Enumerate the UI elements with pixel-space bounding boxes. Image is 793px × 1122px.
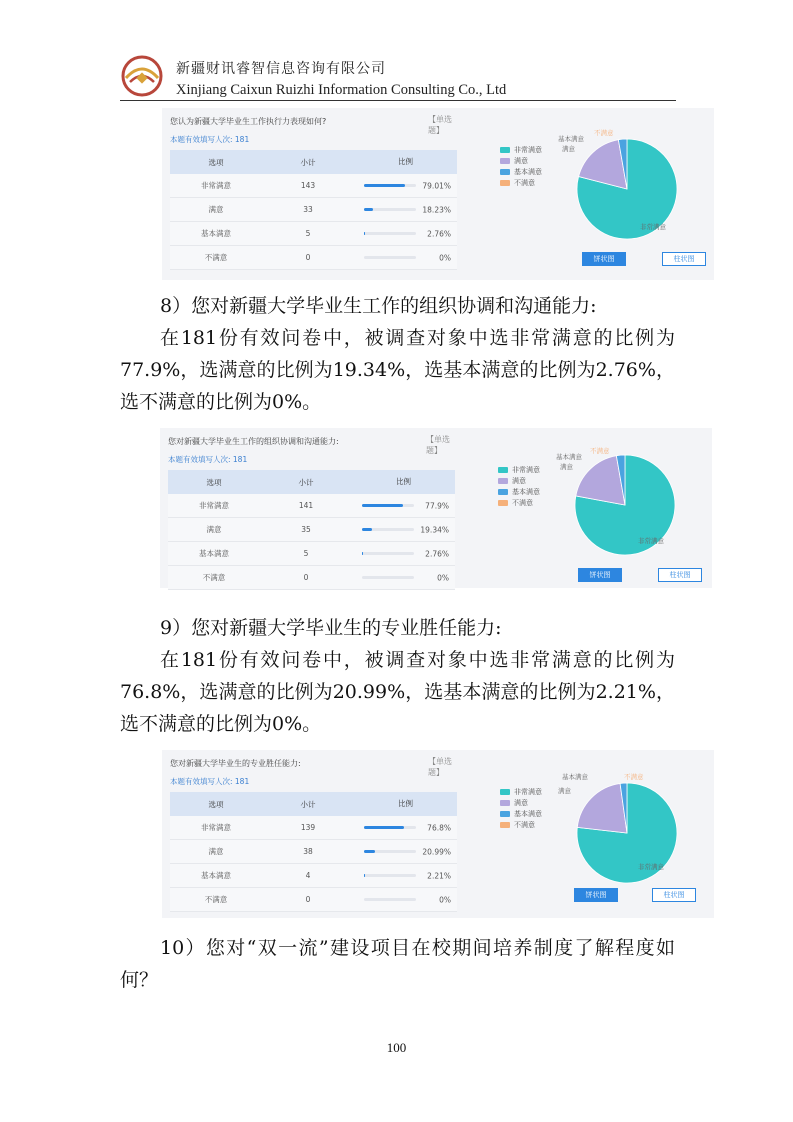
column-header: 小计 [300,799,316,809]
legend-item[interactable]: 基本满意 [500,808,542,819]
company-name-cn: 新疆财讯睿智信息咨询有限公司 [176,61,386,77]
option-percent: 0% [439,253,451,262]
pie-label: 不满意 [590,447,610,455]
table-row [170,246,457,270]
effective-count: 本题有效填写人次: 181 [170,135,250,144]
table-row [170,864,457,888]
legend-item[interactable]: 非常满意 [500,786,542,797]
section-9 [120,612,675,740]
effective-count: 本题有效填写人次: 181 [170,777,250,786]
option-label: 非常满意 [201,181,231,190]
pie-slice[interactable] [577,783,627,833]
percent-bar [364,232,416,235]
pie-label: 非常满意 [638,863,664,871]
legend-item[interactable]: 满意 [500,797,542,808]
percent-bar-fill [362,528,372,531]
pie-label: 非常满意 [640,223,666,231]
option-count: 0 [305,253,311,262]
option-count: 5 [305,229,311,238]
survey-screenshot-2 [160,428,712,588]
pie-legend [498,464,540,508]
section-heading: 9）您对新疆大学毕业生的专业胜任能力: [160,617,502,639]
pie-label: 基本满意 [558,135,584,143]
question-type-tag: 【单选题】 [426,435,450,455]
pie-label: 满意 [562,145,575,153]
legend-item[interactable]: 满意 [498,475,540,486]
legend-item[interactable]: 基本满意 [500,166,542,177]
table-header [168,470,455,494]
section-10 [120,932,675,996]
section-body: 在181份有效问卷中，被调查对象中选非常满意的比例为76.8%，选满意的比例为20.99%，选基本满意的比例为2.21%，选不满意的比例为0%。 [120,649,675,735]
column-header: 小计 [300,157,316,167]
option-count: 143 [300,181,316,190]
option-percent: 19.34% [420,525,449,534]
effective-count: 本题有效填写人次: 181 [168,455,248,464]
pie-chart-button[interactable]: 饼状图 [582,252,626,266]
pie-chart-button[interactable]: 饼状图 [574,888,618,902]
section-body: 在181份有效问卷中，被调查对象中选非常满意的比例为77.9%，选满意的比例为19.34%，选基本满意的比例为2.76%，选不满意的比例为0%。 [120,327,675,413]
option-percent: 20.99% [422,847,451,856]
bar-chart-button[interactable]: 柱状图 [658,568,702,582]
option-label: 满意 [206,525,222,534]
percent-bar-fill [364,826,404,829]
question-type-tag: 【单选题】 [428,757,452,777]
table-row [170,174,457,198]
table-row [170,840,457,864]
percent-bar-fill [364,874,365,877]
table-row [168,494,455,518]
legend-item[interactable]: 不满意 [498,497,540,508]
section-heading: 10）您对“双一流”建设项目在校期间培养制度了解程度如何？ [120,937,675,991]
percent-bar-fill [364,232,365,235]
legend-item[interactable]: 不满意 [500,177,542,188]
table-row [170,222,457,246]
result-table [170,792,457,912]
survey-screenshot-3 [162,750,714,918]
option-label: 基本满意 [199,549,229,558]
bar-chart-button[interactable]: 柱状图 [652,888,696,902]
option-count: 4 [305,871,311,880]
result-table [168,470,455,590]
option-percent: 79.01% [422,181,451,190]
option-label: 基本满意 [201,871,231,880]
survey-question: 您对新疆大学毕业生的专业胜任能力: [170,759,301,768]
survey-screenshot-1 [162,108,714,280]
percent-bar-fill [364,184,405,187]
legend-item[interactable]: 非常满意 [500,144,542,155]
company-name-en: Xinjiang Caixun Ruizhi Information Consulting Co., Ltd [176,82,507,98]
question-type-tag: 【单选题】 [428,115,452,135]
column-header: 比例 [398,799,413,808]
header-divider [120,100,676,101]
pie-label: 满意 [560,463,573,471]
option-count: 0 [303,573,309,582]
column-header: 选项 [208,157,224,167]
option-percent: 77.9% [425,501,449,510]
option-percent: 2.76% [425,549,449,558]
option-label: 基本满意 [201,229,231,238]
option-percent: 0% [439,895,451,904]
table-row [168,518,455,542]
column-header: 比例 [398,157,413,166]
table-row [170,816,457,840]
percent-bar [364,184,416,187]
table-row [168,542,455,566]
bar-chart-button[interactable]: 柱状图 [662,252,706,266]
percent-bar [364,850,416,853]
table-header [170,150,457,174]
option-percent: 2.21% [427,871,451,880]
result-table [170,150,457,270]
pie-label: 非常满意 [638,537,664,545]
percent-bar [364,256,416,259]
pie-label: 基本满意 [562,773,588,781]
option-label: 不满意 [204,253,228,262]
section-8 [120,290,675,418]
pie-legend [500,144,542,188]
legend-item[interactable]: 不满意 [500,819,542,830]
pie-label: 满意 [558,787,571,795]
column-header: 比例 [396,477,411,486]
percent-bar-fill [364,208,373,211]
option-label: 非常满意 [201,823,231,832]
percent-bar [362,528,414,531]
legend-item[interactable]: 基本满意 [498,486,540,497]
percent-bar [364,874,416,877]
company-logo [120,54,164,98]
option-label: 不满意 [204,895,228,904]
table-header [170,792,457,816]
survey-question: 您对新疆大学毕业生工作的组织协调和沟通能力: [168,437,339,446]
option-label: 非常满意 [199,501,229,510]
option-count: 33 [303,205,313,214]
percent-bar [362,504,414,507]
option-count: 0 [305,895,311,904]
option-label: 满意 [208,847,224,856]
option-count: 38 [303,847,313,856]
percent-bar [364,826,416,829]
option-count: 141 [298,501,314,510]
pie-legend [500,786,542,830]
percent-bar [362,576,414,579]
column-header: 选项 [206,477,222,487]
option-percent: 18.23% [422,205,451,214]
option-count: 5 [303,549,309,558]
percent-bar [364,898,416,901]
pie-label: 不满意 [624,773,644,781]
percent-bar-fill [362,504,403,507]
option-label: 不满意 [202,573,226,582]
option-percent: 0% [437,573,449,582]
pie-chart-button[interactable]: 饼状图 [578,568,622,582]
option-percent: 76.8% [427,823,451,832]
legend-item[interactable]: 非常满意 [498,464,540,475]
option-percent: 2.76% [427,229,451,238]
percent-bar-fill [364,850,375,853]
percent-bar [364,208,416,211]
table-row [168,566,455,590]
column-header: 小计 [298,477,314,487]
page-number: 100 [386,1040,407,1055]
pie-label: 基本满意 [556,453,582,461]
percent-bar-fill [362,552,363,555]
option-count: 35 [301,525,311,534]
survey-question: 您认为新疆大学毕业生工作执行力表现如何? [170,117,327,126]
pie-chart [572,778,682,888]
column-header: 选项 [208,799,224,809]
pie-label: 不满意 [594,129,614,137]
table-row [170,198,457,222]
table-row [170,888,457,912]
page-header [118,52,674,102]
option-label: 满意 [208,205,224,214]
legend-item[interactable]: 满意 [500,155,542,166]
option-count: 139 [300,823,316,832]
percent-bar [362,552,414,555]
section-heading: 8）您对新疆大学毕业生工作的组织协调和沟通能力: [160,295,597,317]
